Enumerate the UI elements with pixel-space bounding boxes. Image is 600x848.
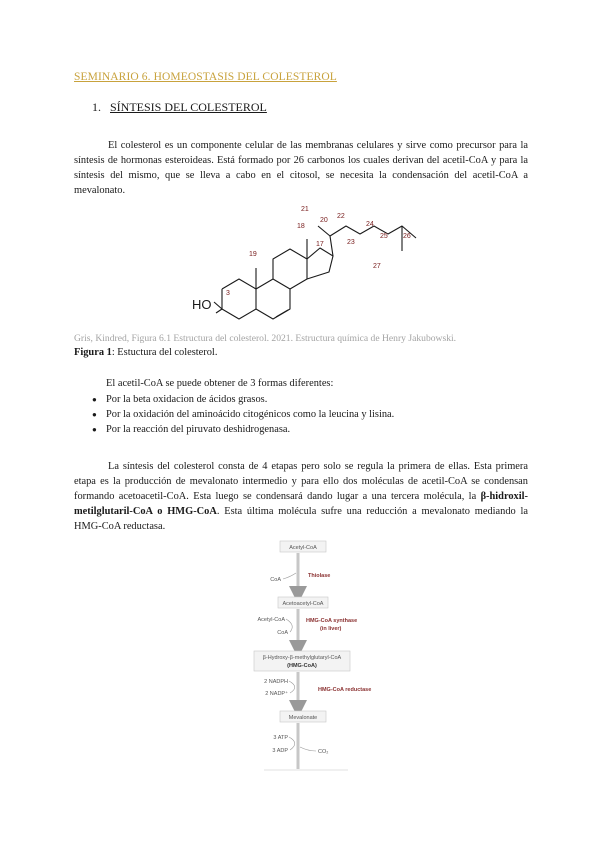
list-item: ● Por la beta oxidacion de ácidos grasos. bbox=[92, 392, 394, 407]
carbon-25-label: 25 bbox=[380, 233, 388, 240]
carbon-26-label: 26 bbox=[403, 233, 411, 240]
carbon-19-label: 19 bbox=[249, 251, 257, 258]
list-item: ● Por la reacción del piruvato deshidrogenasa. bbox=[92, 422, 394, 437]
pathway-atp-in: 3 ATP bbox=[273, 735, 288, 741]
carbon-21-label: 21 bbox=[301, 206, 309, 213]
carbon-23-label: 23 bbox=[347, 239, 355, 246]
pathway-acetoacetyl-coa: Acetoacetyl-CoA bbox=[282, 601, 324, 607]
pathway-coa-out-1: CoA bbox=[270, 577, 281, 583]
mevalonate-pathway-figure bbox=[250, 537, 372, 773]
figure-caption-text: : Estuctura del colesterol. bbox=[111, 347, 218, 358]
pathway-nadp-out: 2 NADP⁺ bbox=[265, 691, 288, 697]
hydroxyl-label: HO bbox=[192, 297, 212, 312]
carbon-24-label: 24 bbox=[366, 221, 374, 228]
pathway-nadph-in: 2 NADPH bbox=[264, 679, 288, 685]
cholesterol-structure bbox=[190, 196, 420, 326]
pathway-hmg-coa-synthase: HMG-CoA synthase bbox=[306, 618, 358, 624]
pathway-acetyl-coa-in: Acetyl-CoA bbox=[257, 617, 285, 623]
list-item: ● Por la oxidación del aminoácido citogénicos como la leucina y lisina. bbox=[92, 407, 394, 422]
pathway-mevalonate: Mevalonate bbox=[288, 715, 318, 721]
hmg-coa-term: β-hidroxil-metilglutaril-CoA o HMG-CoA bbox=[74, 491, 528, 518]
carbon-20-label: 20 bbox=[320, 217, 328, 224]
pathway-in-liver: (in liver) bbox=[320, 626, 342, 632]
intro-paragraph: El colesterol es un componente celular de las membranas celulares y sirve como precursor para la síntesis de hormonas esteroideas. Está formado por 26 carbonos los cuales derivan del acetil-CoA y para la síntesis del mismo, que se lleva a cabo en el citosol, se necesita la condensación del acetil-CoA a mevalonato. bbox=[74, 140, 528, 197]
pathway-co2-out: CO₂ bbox=[318, 749, 329, 755]
section-heading bbox=[92, 100, 267, 115]
section-title: SÍNTESIS DEL COLESTEROL bbox=[110, 100, 267, 114]
figure-caption bbox=[74, 347, 217, 358]
pathway-thiolase: Thiolase bbox=[308, 573, 331, 579]
pathway-hmg-coa-abbr: (HMG-CoA) bbox=[287, 663, 317, 669]
pathway-adp-out: 3 ADP bbox=[272, 748, 288, 754]
carbon-22-label: 22 bbox=[337, 213, 345, 220]
figure-caption-number: Figura 1 bbox=[74, 347, 112, 358]
synthesis-paragraph bbox=[74, 459, 528, 534]
carbon-18-label: 18 bbox=[297, 223, 305, 230]
synthesis-text-1: La síntesis del colesterol consta de 4 etapas pero solo se regula la primera de ellas. Esta primera etapa es la producción de mevalonato intermedio y para ello dos moléculas de acetil-CoA se condensan formando acetoacetil-CoA. Esta luego se condensará dando lugar a una tercera molécula, la bbox=[74, 461, 528, 503]
carbon-3-label: 3 bbox=[226, 290, 230, 297]
pathway-hmg-coa-name: β-Hydroxy-β-methylglutaryl-CoA bbox=[262, 655, 342, 661]
list-intro: El acetil-CoA se puede obtener de 3 formas diferentes: bbox=[106, 378, 334, 389]
figure-source: Gris, Kindred, Figura 6.1 Estructura del colesterol. 2021. Estructura química de Henry Jakubowski. bbox=[74, 333, 457, 344]
document-title: SEMINARIO 6. HOMEOSTASIS DEL COLESTEROL bbox=[74, 71, 337, 83]
pathway-coa-out-2: CoA bbox=[277, 630, 288, 636]
pathway-hmg-coa-reductase: HMG-CoA reductase bbox=[318, 687, 372, 693]
pathway-acetyl-coa: Acetyl-CoA bbox=[289, 545, 317, 551]
section-number: 1. bbox=[92, 100, 101, 114]
synthesis-text-2: . Esta última molécula sufre una reducción a mevalonato mediando la HMG-CoA reductasa. bbox=[74, 506, 528, 533]
bullet-list bbox=[92, 392, 394, 437]
carbon-27-label: 27 bbox=[373, 263, 381, 270]
carbon-17-label: 17 bbox=[316, 241, 324, 248]
